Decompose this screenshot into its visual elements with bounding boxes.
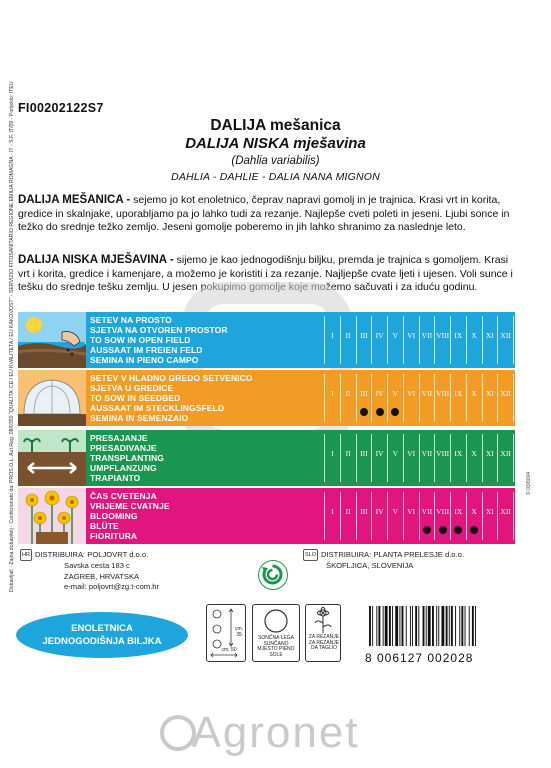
month-cell bbox=[403, 316, 419, 364]
month-label: II bbox=[345, 507, 351, 516]
plant-spacing-label: cm. 50 bbox=[221, 647, 237, 653]
month-cell bbox=[419, 434, 435, 482]
activity-dot bbox=[376, 408, 384, 416]
month-label: IX bbox=[454, 389, 463, 398]
annual-plant-badge bbox=[16, 612, 188, 658]
month-label: V bbox=[392, 331, 399, 340]
description-slovenian-body: sejemo jo kot enoletnico, čeprav napravi gomolj in je trajnica. Krasi vrt in korita, gredice in skalnjake, uporabljamo pa jo lahko tudi za rezanje. Najlepše cveti poleti in jeseni. Ljubi sonce in težko do srednje težko zemljo. Jeseni gomolje poberemo in jih lahko shranimo za naslednje leto. bbox=[18, 194, 510, 234]
month-cell bbox=[482, 316, 498, 364]
month-label: VIII bbox=[436, 331, 450, 340]
band-label: TO SOW IN OPEN FIELD bbox=[90, 335, 191, 345]
month-label: V bbox=[392, 449, 399, 458]
month-cell bbox=[340, 374, 356, 422]
latin-name: (Dahlia variabilis) bbox=[231, 155, 320, 167]
transplant-icon bbox=[18, 430, 86, 486]
month-cell bbox=[340, 492, 356, 540]
month-grid bbox=[324, 316, 514, 364]
month-cell bbox=[419, 492, 435, 540]
other-language-names: DAHLIA - DAHLIE - DALIA NANA MIGNON bbox=[171, 171, 380, 183]
month-label: IV bbox=[375, 449, 384, 458]
month-label: II bbox=[345, 389, 351, 398]
month-cell bbox=[434, 374, 450, 422]
band-label: BLÜTE bbox=[90, 521, 119, 531]
month-cell bbox=[497, 374, 514, 422]
activity-dot bbox=[360, 408, 368, 416]
month-cell bbox=[450, 316, 466, 364]
month-grid bbox=[324, 374, 514, 422]
description-slovenian bbox=[18, 194, 518, 235]
month-cell bbox=[434, 434, 450, 482]
month-label: VI bbox=[407, 331, 416, 340]
band-label: AUSSAAT IM FREIEN FELD bbox=[90, 345, 203, 355]
distributor-city: ZAGREB, HRVATSKA bbox=[64, 571, 140, 581]
band-label: ČAS CVETENJA bbox=[90, 491, 157, 501]
month-cell bbox=[434, 316, 450, 364]
barcode bbox=[365, 606, 521, 646]
month-cell bbox=[356, 434, 372, 482]
spacing-icon bbox=[206, 604, 246, 662]
month-label: XII bbox=[500, 507, 511, 516]
month-label: VIII bbox=[436, 389, 450, 398]
description-croatian-body: sijemo je kao jednogodišnju biljku, premda je trajnica s gomoljem. Krasi vrt i korita, gredice i kamenjare, a možemo je koristiti i za rezanje. Najljepše cvate ljeti i ujesen. Voli sunce i tešku do srednje tešku zemlju. U jesen pokupimo gomolje koje možemo sačuvati i za iduću godinu. bbox=[18, 254, 513, 294]
band-label: VRIJEME CVATNJE bbox=[90, 501, 170, 511]
month-label: VI bbox=[407, 389, 416, 398]
month-cell bbox=[356, 316, 372, 364]
band-label: AUSSAAT IM STECKLINGSFELD bbox=[90, 403, 225, 413]
month-label: VII bbox=[421, 507, 433, 516]
month-label: XI bbox=[485, 449, 494, 458]
cut-label: ZA REZANJE ZA REZANJE DA TAGLIO bbox=[308, 634, 340, 652]
band-label: BLOOMING bbox=[90, 511, 138, 521]
month-cell bbox=[497, 316, 514, 364]
band-label: TRANSPLANTING bbox=[90, 453, 165, 463]
month-cell bbox=[403, 492, 419, 540]
month-cell bbox=[466, 492, 482, 540]
month-label: X bbox=[471, 507, 477, 516]
calendar-row-transplanting bbox=[18, 430, 515, 486]
month-cell bbox=[387, 434, 403, 482]
month-label: XII bbox=[500, 449, 511, 458]
activity-dot bbox=[391, 408, 399, 416]
calendar-row-blooming bbox=[18, 488, 515, 544]
sun-label: SONČNA LEGA SUNČANO MJESTO PIENO SOLE bbox=[257, 635, 295, 658]
month-cell bbox=[450, 374, 466, 422]
activity-dot bbox=[423, 526, 431, 534]
month-cell bbox=[419, 316, 435, 364]
calendar-row-sow-open-field bbox=[18, 312, 515, 368]
description-croatian-heading: DALIJA NISKA MJEŠAVINA - bbox=[18, 254, 174, 266]
sowing-hand-icon bbox=[18, 312, 86, 368]
recycle-icon bbox=[258, 560, 288, 590]
month-cell bbox=[324, 316, 340, 364]
month-label: XII bbox=[500, 389, 511, 398]
month-label: I bbox=[331, 507, 334, 516]
distributor-email: e-mail: poljovrt@zg.t-com.hr bbox=[64, 582, 160, 592]
month-cell bbox=[356, 492, 372, 540]
band-label: SEMINA IN PIENO CAMPO bbox=[90, 355, 199, 365]
month-cell bbox=[371, 316, 387, 364]
month-cell bbox=[497, 492, 514, 540]
month-label: VIII bbox=[436, 449, 450, 458]
month-label: I bbox=[331, 389, 334, 398]
band-label: SJETVA NA OTVOREN PROSTOR bbox=[90, 325, 228, 335]
month-label: V bbox=[392, 507, 399, 516]
description-slovenian-heading: DALIJA MEŠANICA - bbox=[18, 194, 131, 206]
distributor-label: DISTRIBUIRA: PLANTA PRELESJE d.o.o. bbox=[321, 550, 464, 559]
month-cell bbox=[371, 434, 387, 482]
month-label: VI bbox=[407, 507, 416, 516]
month-cell bbox=[466, 434, 482, 482]
country-badge-hr: HR bbox=[20, 549, 32, 561]
cut-flower-icon bbox=[305, 604, 341, 662]
month-label: II bbox=[345, 331, 351, 340]
band-label: PRESAJANJE bbox=[90, 433, 148, 443]
distributor-label: DISTRIBUIRA: POLJOVRT d.o.o. bbox=[34, 550, 149, 559]
month-label: III bbox=[360, 449, 368, 458]
month-cell bbox=[497, 434, 514, 482]
month-label: XI bbox=[485, 389, 494, 398]
month-cell bbox=[340, 434, 356, 482]
month-cell bbox=[387, 492, 403, 540]
band-label: SJETVA U GREDICE bbox=[90, 383, 174, 393]
flowers-icon bbox=[18, 488, 86, 544]
month-cell bbox=[324, 434, 340, 482]
band-label: UMPFLANZUNG bbox=[90, 463, 157, 473]
activity-dot bbox=[439, 526, 447, 534]
month-label: I bbox=[331, 449, 334, 458]
month-cell bbox=[419, 374, 435, 422]
month-cell bbox=[466, 374, 482, 422]
month-cell bbox=[371, 374, 387, 422]
month-cell bbox=[450, 492, 466, 540]
watermark: Agronet bbox=[191, 708, 360, 757]
month-grid bbox=[324, 492, 514, 540]
side-regulatory-text: Dobavljač - Zajna dobavitelj - Confezionato da: PROS.O.L. Aut.Reg. 08/0350 "QUALITA' CE / EU KVALITETA / EU KAKOVOST" - SERVIZIO FITOSANITARIO REGIONE EMILIA ROMAGNA - IT - S.F. IT/09 - Porijeklo: ITEU bbox=[9, 81, 15, 592]
greenhouse-icon bbox=[18, 370, 86, 426]
month-cell bbox=[371, 492, 387, 540]
band-label: TRAPIANTO bbox=[90, 473, 141, 483]
month-grid bbox=[324, 434, 514, 482]
band-label: SETEV V HLADNO GREDO SETVENICO bbox=[90, 373, 253, 383]
month-cell bbox=[450, 434, 466, 482]
month-label: IX bbox=[454, 449, 463, 458]
month-cell bbox=[434, 492, 450, 540]
month-cell bbox=[324, 492, 340, 540]
month-cell bbox=[482, 374, 498, 422]
month-label: III bbox=[360, 507, 368, 516]
title-slovenian: DALIJA mešanica bbox=[210, 117, 341, 134]
country-badge-slo: SLO bbox=[303, 549, 318, 561]
row-spacing-label: cm. 35 bbox=[234, 626, 244, 638]
month-label: V bbox=[392, 389, 399, 398]
annual-line-2: JEDNOGODIŠNJA BILJKA bbox=[42, 636, 162, 647]
month-cell bbox=[403, 434, 419, 482]
month-label: X bbox=[471, 331, 477, 340]
month-label: III bbox=[360, 389, 368, 398]
month-label: IX bbox=[454, 507, 463, 516]
month-label: IX bbox=[454, 331, 463, 340]
month-label: XI bbox=[485, 507, 494, 516]
month-cell bbox=[403, 374, 419, 422]
month-label: VII bbox=[421, 449, 433, 458]
month-label: VIII bbox=[436, 507, 450, 516]
band-label: SEMINA IN SEMENZAIO bbox=[90, 413, 189, 423]
title-croatian: DALIJA NISKA mješavina bbox=[185, 135, 366, 152]
band-label: SETEV NA PROSTO bbox=[90, 315, 172, 325]
calendar-row-sow-seedbed bbox=[18, 370, 515, 426]
month-label: X bbox=[471, 449, 477, 458]
month-label: X bbox=[471, 389, 477, 398]
barcode-number: 8 006127 002028 bbox=[365, 651, 474, 665]
month-label: VI bbox=[407, 449, 416, 458]
full-sun-icon bbox=[252, 604, 300, 662]
distributor-slovenia bbox=[303, 549, 523, 572]
month-label: IV bbox=[375, 389, 384, 398]
month-cell bbox=[356, 374, 372, 422]
month-cell bbox=[482, 434, 498, 482]
month-cell bbox=[482, 492, 498, 540]
band-label: FIORITURA bbox=[90, 531, 138, 541]
side-code: © 03/8004 bbox=[526, 471, 532, 495]
distributor-street: Savska cesta 183 c bbox=[64, 561, 130, 571]
band-label: PRESADIVANJE bbox=[90, 443, 157, 453]
month-label: XI bbox=[485, 331, 494, 340]
month-label: III bbox=[360, 331, 368, 340]
activity-dot bbox=[470, 526, 478, 534]
month-label: IV bbox=[375, 331, 384, 340]
product-code: FI00202122S7 bbox=[18, 101, 104, 115]
annual-line-1: ENOLETNICA bbox=[71, 623, 133, 634]
month-label: VII bbox=[421, 331, 433, 340]
month-cell bbox=[466, 316, 482, 364]
month-cell bbox=[324, 374, 340, 422]
month-label: II bbox=[345, 449, 351, 458]
month-label: XII bbox=[500, 331, 511, 340]
activity-dot bbox=[454, 526, 462, 534]
month-label: VII bbox=[421, 389, 433, 398]
month-cell bbox=[340, 316, 356, 364]
band-label: TO SOW IN SEEDBED bbox=[90, 393, 181, 403]
month-label: IV bbox=[375, 507, 384, 516]
month-cell bbox=[387, 316, 403, 364]
distributor-city: ŠKOFLJICA, SLOVENIJA bbox=[326, 561, 414, 571]
distributor-croatia bbox=[20, 549, 220, 593]
month-label: I bbox=[331, 331, 334, 340]
month-cell bbox=[387, 374, 403, 422]
